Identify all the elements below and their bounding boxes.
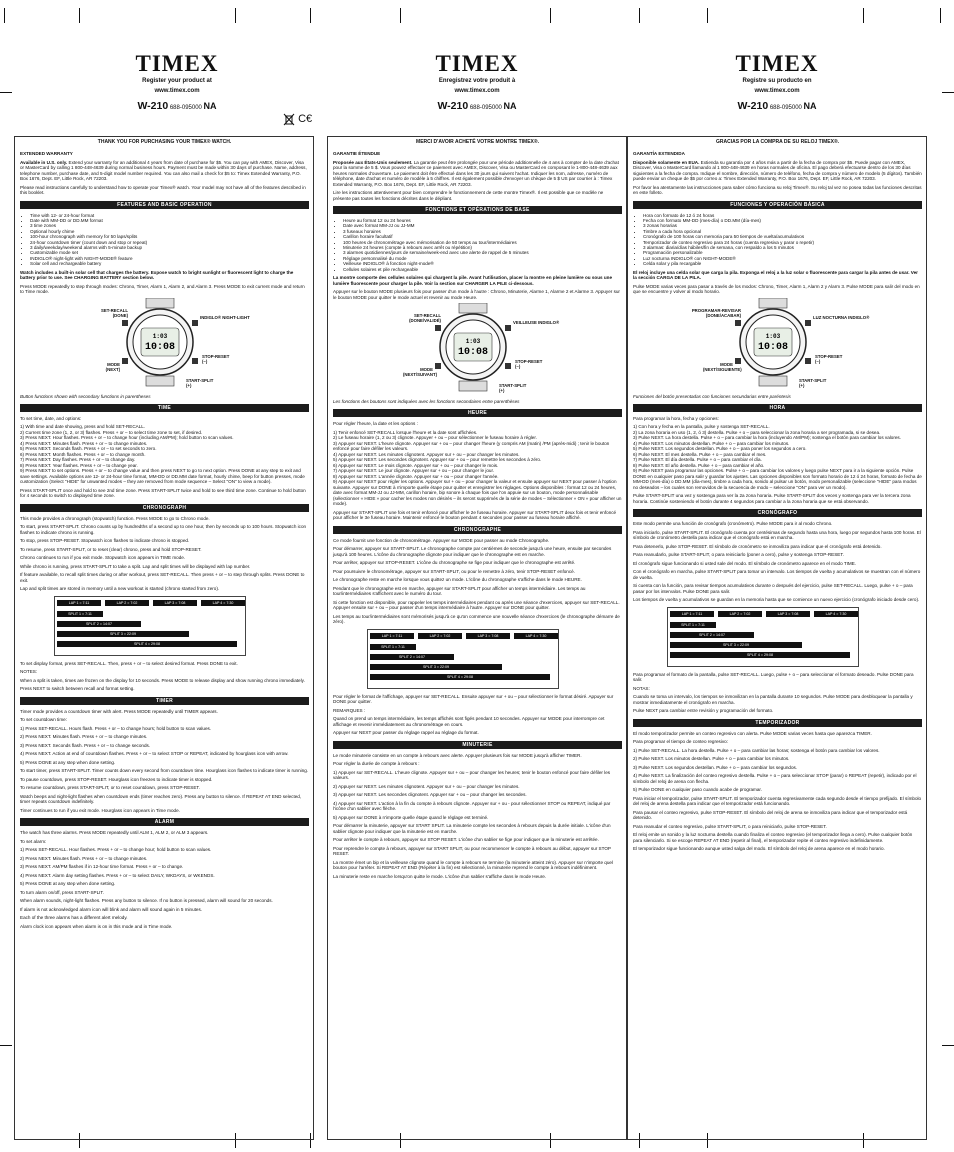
time-intro: To set time, date, and options: bbox=[20, 415, 82, 421]
timer-paragraph: El modo temporizador permite un conteo regresivo con alerta. Pulse MODE varias veces hasta que aparezca TIMER. bbox=[633, 730, 872, 736]
time-after: Press START-SPLIT once and hold to see 2nd time zone. Press START-SPLIT twice and hold to see third time zone. Continue to hold button for 4 seconds to switch to displayed time zone. bbox=[20, 487, 306, 499]
time-step: 2) Le fuseau horaire (1, 2 ou 3) clignote. Appuyer + ou – pour sélectionner le fuseau horaire à régler. bbox=[333, 435, 537, 441]
watch-label-set-recall: SET-RECALL (DONE) bbox=[101, 307, 128, 318]
watch-label-indiglo: LUZ NOCTURNA INDIGLO® bbox=[813, 314, 870, 320]
timer-paragraph: 2) Press NEXT. Minutes flash. Press + or – to change minutes. bbox=[20, 734, 148, 740]
split-cell: SPLIT 3 = 22:09 bbox=[370, 664, 502, 670]
timer-paragraph: 3) Press NEXT. Seconds flash. Press + or – to change seconds. bbox=[20, 742, 151, 748]
lap-cell: LAP 4 = 7:30 bbox=[814, 611, 858, 617]
feature-item: • 3 time zones bbox=[30, 223, 309, 228]
timer-paragraph: To pause countdown, press STOP-RESET. Hourglass icon freezes to indicate timer is stopped. bbox=[20, 776, 213, 782]
timer-paragraph: Para reanudar el conteo regresivo, pulse START-SPLIT, o para reiniciarlo, pulse STOP-RESET. bbox=[633, 823, 827, 829]
timer-paragraph: To start timer, press START-SPLIT. Timer counts down every second from countdown time. Hourglass icon flashes to indicate timer is running. bbox=[20, 768, 309, 774]
time-step: 3) Appuyer sur NEXT. L'heure clignote. Appuyer sur + ou – pour changer l'heure (y compris AM (matin) /PM (après-midi) ; tenir le bouton enfoncé pour faire défiler les valeurs. bbox=[333, 440, 610, 452]
feature-item: • Date with MM-DD or DD.MM format bbox=[30, 218, 309, 223]
warranty-body: La garantie peut être prolongée pour une période additionnelle de 4 ans à compter de la date d'achat pour la somme de 5 $. Vous pouvez effectuer ce paiement avec AMEX, Discover, Visa ou MasterCard en composant le 1-800-448-4639 aux heures normales d'ouverture. Le paiement doit être effectué dans les 30 jours qui suivent l'achat. Indiquer les nom, adresse, numéro de téléphone, date d'achat et numéro de modèle à 5 chiffres. Il est également possible d'envoyer un chèque de 5 $ US par courrier à : Timex Extended Warranty, P.O. Box 1676, Dept. EF, Little Rock, AR 72203. bbox=[333, 159, 619, 187]
alarm-paragraph: 1) Press SET-RECALL. Hour flashes. Press + or – to change hour; hold button to scan values. bbox=[20, 847, 212, 853]
timer-paragraph: 3) Appuyer sur NEXT. Les secondes clignotent. Appuyer sur + ou – pour changer les secondes. bbox=[333, 792, 527, 798]
timer-paragraph: Para iniciar el temporizador, pulse START-SPLIT. El temporizador cuenta regresivamente cada segundo desde el tiempo prefijado. El símbolo del reloj de arena destella para indicar que el temporizador está funcionando. bbox=[633, 795, 922, 807]
crop-mark bbox=[400, 8, 401, 23]
time-step: 6) Appuyer sur NEXT. Le mois clignote. Appuyer sur + ou – pour changer le mois. bbox=[333, 462, 499, 468]
watch-caption: Les fonctions des boutons sont indiquées avec les fonctions secondaires entre parenthèses bbox=[333, 399, 520, 405]
lap-cell: LAP 3 = 7:08 bbox=[153, 600, 197, 606]
time-step: 7) Appuyer sur NEXT. Le jour clignote. Appuyer sur + ou – pour changer le jour. bbox=[333, 468, 495, 474]
svg-text:10:08: 10:08 bbox=[457, 347, 489, 359]
time-step: 2) Current time zone (1, 2, or 3) flashes. Press + or – to select time zone to set, if desired. bbox=[20, 429, 203, 435]
svg-text:1:03: 1:03 bbox=[152, 332, 168, 340]
warranty-heading: EXTENDED WARRANTY bbox=[20, 151, 73, 156]
read-note: Lire les instructions attentivement pour bien comprendre le fonctionnement de cette montre Timex®. Il est possible que ce modèle ne présente pas toutes les fonctions décrites dans le dépliant. bbox=[333, 190, 604, 201]
chrono-paragraph: Pour arrêter, appuyer sur STOP-RESET. L'icône du chronographe se fige pour indiquer que le chronographe est arrêté. bbox=[333, 560, 576, 566]
feature-item: • Time with 12- or 24-hour format bbox=[30, 213, 309, 218]
time-step: 1) Con hora y fecha en la pantalla, pulse y sostenga SET-RECALL. bbox=[633, 424, 770, 430]
chrono-note: Pulse NEXT para cambiar entre revisión y programación del formato. bbox=[633, 708, 774, 714]
chrono-paragraph: El cronógrafo sigue funcionando si usted sale del modo. El símbolo de cronómetro aparece en el modo TIME. bbox=[633, 560, 857, 566]
lap-cell: LAP 2 = 7:02 bbox=[418, 633, 462, 639]
feature-item: • Date avec format MM-JJ ou JJ-MM bbox=[343, 223, 622, 228]
watch-diagram bbox=[20, 298, 309, 392]
feature-item: • Hora con formato de 12 ó 24 horas bbox=[643, 213, 922, 218]
read-note: Please read instructions carefully to understand how to operate your Timex® watch. Your model may not have all of the features described in this booklet. bbox=[20, 184, 306, 195]
feature-item: • Celda solar y pila recargable bbox=[643, 261, 922, 266]
timer-paragraph: 1) Press SET-RECALL. Hours flash. Press + or – to change hours; hold button to scan values. bbox=[20, 725, 212, 731]
split-cell: SPLIT 2 = 14:07 bbox=[370, 654, 454, 660]
crop-mark bbox=[4, 8, 5, 23]
register-line-1: Registre su producto en bbox=[742, 78, 812, 84]
time-step: 4) Press NEXT. Minutes flash. Press + or – to change minutes. bbox=[20, 440, 148, 446]
timer-paragraph: La montre émet un bip et la veilleuse clignote quand le compte à rebours se termine (la minuterie atteint zéro). Appuyer sur n'importe quel bouton pour l'arrêter. Si REPEAT AT END (Répéter à la fin) est sélectionné, la minuterie reprend le compte à rebours indéfiniment. bbox=[333, 859, 613, 871]
timer-paragraph: 1) Pulse SET-RECALL. La hora destella. Pulse + o – para cambiar las horas; sostenga el botón para cambiar los valores. bbox=[633, 747, 880, 753]
section-bar-chrono: CHRONOGRAPH bbox=[20, 504, 309, 512]
warranty-heading: GARANTIE ÉTENDUE bbox=[333, 151, 381, 156]
feature-item: • Heure au format 12 ou 24 heures bbox=[343, 218, 622, 223]
alarm-paragraph: To set alarm: bbox=[20, 838, 47, 844]
feature-item: • INDIGLO® night-light with NIGHT-MODE® feature bbox=[30, 256, 309, 261]
chrono-note: REMARQUES : bbox=[333, 707, 366, 713]
crop-mark bbox=[707, 8, 708, 23]
split-row bbox=[368, 674, 558, 680]
chrono-paragraph: Este modo permite una función de cronógrafo (cronómetro). Pulse MODE para ir al modo Chrono. bbox=[633, 521, 833, 527]
mode-text: Appuyer sur le bouton MODE plusieurs fois pour passer d'un mode à l'autre : Chrono, Minuterie, Alarme 1, Alarme 2 et Alarme 3. Appuyer sur le bouton MODE pour quitter le mode actuel et revenir au mode Heure. bbox=[333, 289, 620, 300]
watch-label-start-split: START-SPLIT (+) bbox=[499, 383, 527, 394]
chrono-paragraph: Le chronographe reste en marche lorsque vous quittez un mode. L'icône du chronographe s'affiche dans le mode HEURE. bbox=[333, 577, 582, 583]
watch-label-stop-reset: STOP-RESET (–) bbox=[815, 353, 843, 364]
section-bar-chrono: CRONÓGRAFO bbox=[633, 509, 922, 517]
lap-row bbox=[55, 600, 245, 606]
feature-item: • Programación personalizable bbox=[643, 250, 922, 255]
chrono-paragraph: Lap and split times are stored in memory until a new workout is started (chrono started from zero). bbox=[20, 586, 220, 592]
model-number: W-210 688-095000 NA bbox=[437, 100, 517, 112]
crop-mark bbox=[863, 8, 864, 23]
timer-paragraph: 2) Appuyer sur NEXT. Les minutes clignotent. Appuyer sur + ou – pour changer les minutes. bbox=[333, 783, 520, 789]
lap-cell: LAP 3 = 7:08 bbox=[466, 633, 510, 639]
alarm-paragraph: 3) Press NEXT. AM/PM flashes if in 12-hour time format. Press + or – to change. bbox=[20, 864, 184, 870]
chrono-paragraph: Para iniciarlo, pulse START-SPLIT. El cronógrafo cuenta por centésimas de segundo hasta una hora, luego por segundos hasta 100 horas. El símbolo de cronómetro destella para indicar que el cronógrafo está en marcha. bbox=[633, 529, 921, 541]
feature-item: • 3 alarmas: diaria/días hábiles/fin de semana, con respaldo a los 5 minutos bbox=[643, 245, 922, 250]
section-bar-time: HEURE bbox=[333, 409, 622, 417]
chrono-note: NOTAS: bbox=[633, 685, 650, 691]
chrono-paragraph: Si cette fonction est disponible, pour rappeler les temps intermédiaires pendant ou après une séance d'exercices, appuyer sur SET-RECALL. Appuyer ensuite sur + ou – pour passer d'un temps intermédiaire à l'autre. Appuyer sur DONE pour quitter. bbox=[333, 599, 620, 611]
chrono-paragraph: Pour poursuivre le chronométrage, appuyer sur START-SPLIT, ou pour le remettre à zéro, tenir STOP-RESET enfoncé. bbox=[333, 568, 575, 574]
warranty-body: Extend your warranty for an additional 4 years from date of purchase for $5. You can pay with AMEX, Discover, Visa or MasterCard by calling 1 800-448-4639 during normal business hours. Payment must be made within 30 days of purchase. Name, address, telephone number, purchase date, and 5-digit model number required. You can also mail a check for $5 to: Timex Extended Warranty, P.O. Box 1676, Dept. EF, Little Rock, AR 72203. bbox=[20, 159, 307, 181]
time-step: 4) Appuyer sur NEXT. Les minutes clignotent. Appuyer sur + ou – pour changer les minutes. bbox=[333, 451, 520, 457]
chrono-paragraph: Para reanudarlo, pulse START-SPLIT, o para reiniciarlo (poner a cero), pulse y sostenga STOP-RESET. bbox=[633, 552, 844, 558]
feature-item: • Luz nocturna INDIGLO® con NIGHT-MODE® bbox=[643, 256, 922, 261]
thank-you-title: MERCI D'AVOIR ACHETÉ VOTRE MONTRE TIMEX®. bbox=[416, 139, 539, 145]
chrono-paragraph: Pendant que le chronographe est en marche, appuyer sur START-SPLIT pour afficher un temps intermédiaire. Les temps au tour/intermédiaires s'affichent avec le numéro du tour. bbox=[333, 585, 586, 597]
time-step: 9) Press NEXT to set options. Press + or – to change value and then press NEXT to go to next option. Press DONE at any step to exit and save settings. Available options are 12- or 24-hour time format, MM-DD or DD.MM date format, hourly chime, beep for button presses, mode customization (Select "HIDE" for unwanted modes – they are removed from mode sequence – Select "ON" to view a mode). bbox=[20, 468, 305, 485]
feature-item: • Optional hourly chime bbox=[30, 229, 309, 234]
watch-illustration bbox=[333, 303, 627, 397]
svg-text:10:08: 10:08 bbox=[757, 341, 789, 353]
header-en bbox=[82, 52, 272, 112]
time-step: 8) Appuyer sur NEXT. L'année clignote. Appuyer sur + ou – pour changer l'année. bbox=[333, 473, 499, 479]
crop-mark bbox=[235, 8, 236, 23]
model-number: W-210 688-095000 NA bbox=[737, 100, 817, 112]
time-step: 6) Press NEXT. Month flashes. Press + or – to change month. bbox=[20, 451, 146, 457]
feature-item: • 3 fuseaux horaires bbox=[343, 229, 622, 234]
crop-mark bbox=[940, 8, 941, 23]
thank-you-title: THANK YOU FOR PURCHASING YOUR TIMEX® WATCH. bbox=[97, 139, 232, 145]
timer-paragraph: 1) Appuyer sur SET-RECALL. L'heure clignote. Appuyer sur + ou – pour changer les heures; tenir le bouton enfoncé pour faire défiler les valeurs. bbox=[333, 769, 611, 781]
register-line-2: www.timex.com bbox=[754, 87, 800, 94]
alarm-paragraph: The watch has three alarms. Press MODE repeatedly until ALM 1, ALM 2, or ALM 3 appears. bbox=[20, 830, 209, 836]
svg-text:1:03: 1:03 bbox=[465, 338, 481, 346]
crop-mark bbox=[0, 92, 12, 93]
feature-list bbox=[333, 218, 622, 272]
lap-cell: LAP 1 = 7:11 bbox=[670, 611, 714, 617]
timer-paragraph: Para pausar el conteo regresivo, pulse STOP-RESET. El símbolo del reloj de arena se inmoviliza para indicar que el temporizador está detenido. bbox=[633, 809, 908, 821]
timer-paragraph: To resume countdown, press START-SPLIT, or to reset countdown, press STOP-RESET. bbox=[20, 785, 200, 791]
watch-label-indiglo: INDIGLO® NIGHT-LIGHT bbox=[200, 314, 250, 320]
feature-item: • Timbre a cada hora opcional bbox=[643, 229, 922, 234]
timer-paragraph: 5) Pulse DONE en cualquier paso cuando acabe de programar. bbox=[633, 787, 762, 793]
crop-mark bbox=[310, 8, 311, 23]
split-row bbox=[55, 631, 245, 637]
chrono-paragraph: Ce mode fournit une fonction de chronométrage. Appuyer sur MODE pour passer au mode Chronographe. bbox=[333, 537, 550, 543]
warranty-text bbox=[333, 160, 622, 188]
chrono-note: When a split is taken, times are frozen on the display for 10 seconds. Press MODE to release display and show running chrono immediately. bbox=[20, 677, 305, 683]
chrono-paragraph: To start, press START-SPLIT. Chrono counts up by hundredths of a second up to one hour, then by seconds up to 100 hours. Stopwatch icon flashes to indicate chrono is running. bbox=[20, 524, 307, 535]
watch-label-mode: MODE (NEXT) bbox=[105, 361, 120, 372]
split-cell: SPLIT 4 = 29:08 bbox=[57, 641, 237, 647]
svg-text:1:03: 1:03 bbox=[765, 332, 781, 340]
timer-paragraph: Para programar el tiempo de conteo regresivo: bbox=[633, 739, 728, 745]
split-cell: SPLIT 3 = 22:09 bbox=[670, 642, 802, 648]
timer-paragraph: El reloj emite un sonido y la luz nocturna destella cuando finaliza el conteo regresivo (el temporizador llega a cero). Pulse cualquier botón para silenciarlo. Si se escoge REPEAT AT END (repetir al final), el temporizador repite el conteo regresivo indefinidamente. bbox=[633, 832, 913, 843]
header-fr bbox=[382, 52, 572, 112]
feature-item: • 3 alarmes quotidiennes/jours de semaine/week-end avec une alerte de rappel de 5 minutes bbox=[343, 250, 622, 255]
chrono-note: NOTES: bbox=[20, 669, 38, 675]
feature-item: • 100-hour chronograph with memory for 50 laps/splits bbox=[30, 234, 309, 239]
chrono-paragraph: Les temps au tour/intermédiaires sont mémorisés jusqu'à ce qu'on commence une nouvelle séance d'exercices (le chronographe démarre de zéro). bbox=[333, 613, 620, 625]
alarm-paragraph: When alarm sounds, night-light flashes. Press any button to silence. If no button is pressed, alarm will sound for 20 seconds. bbox=[20, 898, 273, 904]
crop-mark bbox=[0, 1045, 12, 1046]
lap-split-table bbox=[667, 607, 859, 667]
solar-note: La montre comporte des cellules solaires qui chargent la pile. Avant l'utilisation, placer la montre en pleine lumière ou sous une lumière fluorescente pour charger la pile. Voir la section sur CHARGER LA PILE ci-dessous. bbox=[333, 275, 613, 286]
feature-item: • Veilleuse INDIGLO® à fonction night-mode® bbox=[343, 261, 622, 266]
alarm-paragraph: 4) Press NEXT. Alarm day setting flashes. Press + or – to select DAILY, WKDAYS, or WKENDS. bbox=[20, 872, 215, 878]
split-cell: SPLIT 4 = 29:08 bbox=[670, 652, 850, 658]
read-note: Por favor lea atentamente las instrucciones para saber cómo funciona su reloj Timex®. Su reloj tal vez no posea todas las funciones descritas en este folleto. bbox=[633, 184, 922, 195]
mode-text: Pulse MODE varias veces para pasar a través de los modos: Chrono, Timer, Alarm 1, Alarm 2 y Alarm 3. Pulse MODE para salir del modo en que se encuentre y volver al modo horario. bbox=[633, 283, 920, 295]
feature-item: • Customizable mode set bbox=[30, 250, 309, 255]
feature-item: • 24-hour countdown timer (count down and stop or repeat) bbox=[30, 240, 309, 245]
timer-paragraph: 5) Press DONE at any step when done setting. bbox=[20, 759, 116, 765]
solar-note: Watch includes a built-in solar cell that charges the battery. Expose watch to bright sunlight or fluorescent light to charge the battery prior to use. See CHARGING BATTERY section below. bbox=[20, 269, 294, 281]
timer-paragraph: 2) Pulse NEXT. Los minutos destellan. Pulse + o – para cambiar los minutos. bbox=[633, 756, 790, 762]
watch-label-set-recall: SET-RECALL (DONE/VALIDÉ) bbox=[409, 313, 441, 324]
warranty-text bbox=[633, 160, 922, 182]
time-step: 3) Pulse NEXT. La hora destella. Pulse + o – para cambiar la hora (incluyendo AM/PM); sostenga el botón para cambiar los valores. bbox=[633, 435, 901, 441]
solar-note: El reloj incluye una celda solar que carga la pila. Exponga el reloj a la luz solar o fluorescente para cargar la pila antes de usar. Ver la sección CARGA DE LA PILA. bbox=[633, 269, 918, 281]
lap-cell: LAP 4 = 7:30 bbox=[514, 633, 558, 639]
lap-split-table bbox=[54, 596, 246, 656]
time-step: 2) La zona horaria en uso (1, 2, ó 3) destella. Pulse + o – para seleccionar la zona horaria a ser programada, si se desea. bbox=[633, 429, 881, 435]
section-bar-alarm: ALARM bbox=[20, 818, 309, 826]
warranty-lead: Available in U.S. only. bbox=[20, 159, 68, 165]
chrono-paragraph: Chrono continues to run if you exit mode. Stopwatch icon appears in TIME mode. bbox=[20, 555, 186, 561]
feature-item: • Fecha con formato MM-DD (mes-día) o DD.MM (día-mes) bbox=[643, 218, 922, 223]
time-step: 3) Press NEXT. Hour flashes. Press + or – to change hour (including AM/PM); hold button to scan values. bbox=[20, 435, 234, 441]
section-bar-timer: TIMER bbox=[20, 697, 309, 705]
warranty-text bbox=[20, 160, 309, 182]
mode-text: Press MODE repeatedly to step through modes: Chrono, Timer, Alarm 1, Alarm 2, and Alarm 3. Press MODE to exit current mode and return to Time mode. bbox=[20, 283, 305, 295]
register-line-2: www.timex.com bbox=[454, 87, 500, 94]
crop-mark bbox=[639, 8, 640, 23]
feature-item: • Minuterie 24 heures (compte à rebours avec arrêt ou répétition) bbox=[343, 245, 622, 250]
section-bar-timer: MINUTERIE bbox=[333, 741, 622, 749]
register-line-2: www.timex.com bbox=[154, 87, 200, 94]
crossed-out-bin-icon bbox=[283, 113, 295, 126]
split-row bbox=[668, 622, 858, 628]
watch-label-set-recall: PROGRAMAR-REVISAR (DONE/ACABAR) bbox=[691, 307, 741, 318]
lap-row bbox=[668, 611, 858, 617]
chrono-paragraph: While chrono is running, press START-SPLIT to take a split. Lap and split times will be displayed with lap number. bbox=[20, 563, 251, 569]
lap-cell: LAP 2 = 7:02 bbox=[718, 611, 762, 617]
time-steps bbox=[20, 424, 309, 485]
alarm-paragraph: If alarm is not acknowledged alarm icon will blink and alarm will sound again in 5 minutes. bbox=[20, 906, 203, 912]
chrono-note: Cuando se toma un intervalo, los tiempos se inmovilizan en la pantalla durante 10 segundos. Pulse MODE para desbloquear la pantalla y mostrar inmediatamente el cronógrafo en marcha. bbox=[633, 694, 913, 705]
split-cell: SPLIT 2 = 14:07 bbox=[57, 621, 141, 627]
lap-cell: LAP 1 = 7:11 bbox=[57, 600, 101, 606]
chrono-paragraph: This mode provides a chronograph (stopwatch) function. Press MODE to go to Chrono mode. bbox=[20, 515, 210, 521]
chrono-paragraph: Si cuenta con la función, para revisar tiempos acumulativos durante o después del ejercicio, pulse SET-RECALL. Luego, pulse + o – para pasar por los intervalos. Pulse DONE para salir. bbox=[633, 583, 913, 594]
watch-label-stop-reset: STOP-RESET (–) bbox=[202, 353, 230, 364]
timer-paragraph: 3) Pulse NEXT. Los segundos destellan. Pulse + o – para cambiar los segundos. bbox=[633, 764, 798, 770]
split-cell: SPLIT 2 = 14:07 bbox=[670, 632, 754, 638]
alarm-paragraph: Each of the three alarms has a different alert melody. bbox=[20, 915, 128, 921]
time-step: 4) Pulse NEXT. Los minutos destellan. Pulse + o – para cambiar los minutos. bbox=[633, 440, 790, 446]
warranty-body: Extienda su garantía por 4 años más a partir de la fecha de compra por $5. Puede pagar con AMEX, Discover, Visa o MasterCard llamando al 1 800-448-4639 en horas normales de oficina. El pago deberá efectuarse dentro de los 30 días siguientes a la fecha de compra. Indique el nombre, dirección, número de teléfono, fecha de compra y número de modelo (5 dígitos). También puede enviar un cheque de $5 por correo a: Timex Extended Warranty, P.O. Box 1676, Dept. EF, Little Rock, AR 72203. bbox=[633, 159, 922, 181]
split-row bbox=[668, 632, 858, 638]
split-row bbox=[368, 664, 558, 670]
feature-item: • Cronógrafo de 100 horas con memoria para 50 tiempos de vuelta/acumulativos bbox=[643, 234, 922, 239]
split-row bbox=[55, 611, 245, 617]
watch-diagram bbox=[633, 298, 922, 392]
timex-logo: TIMEX bbox=[435, 51, 519, 76]
chrono-paragraph: To stop, press STOP-RESET. Stopwatch icon flashes to indicate chrono is stopped. bbox=[20, 538, 190, 544]
time-step: 1) Tenir enfoncé SET-RECALL lorsque l'heure et la date sont affichées. bbox=[333, 429, 478, 435]
split-row bbox=[668, 642, 858, 648]
time-step: 7) Pulse NEXT. El día destella. Pulse + o – para cambiar el día. bbox=[633, 457, 762, 463]
chrono-paragraph: Con el cronógrafo en marcha, pulse START-SPLIT para tomar un intervalo. Los tiempos de vuelta y acumulativos se muestran con el número de vuelta. bbox=[633, 569, 921, 580]
timer-paragraph: Timer mode provides a countdown timer with alert. Press MODE repeatedly until TIMER appears. bbox=[20, 708, 218, 714]
feature-item: • Carillon horaire facultatif bbox=[343, 234, 622, 239]
section-bar-features: FEATURES AND BASIC OPERATION bbox=[20, 201, 309, 209]
watch-caption: Funciones del botón presentadas con funciones secundarias entre paréntesis bbox=[633, 393, 791, 399]
time-steps bbox=[333, 430, 622, 507]
watch-illustration bbox=[20, 298, 314, 392]
timer-paragraph: Pour démarrer la minuterie, appuyer sur START SPLIT. La minuterie compte les secondes à rebours depuis la durée initiale. L'icône d'un sablier clignote pour indiquer que la minuterie est en marche. bbox=[333, 823, 611, 834]
timer-paragraph: 4) Press NEXT. Action at end of countdown flashes. Press + or – to select STOP or REPEAT, indicated by hourglass icon with arrow. bbox=[20, 751, 289, 757]
watch-label-start-split: START-SPLIT (+) bbox=[186, 377, 214, 388]
register-line-1: Register your product at bbox=[142, 78, 212, 84]
timer-paragraph: Pour régler la durée de compte à rebours : bbox=[333, 761, 420, 767]
timer-paragraph: El temporizador sigue funcionando aunque usted salga del modo. El símbolo del reloj de arena aparece en el modo horario. bbox=[633, 846, 885, 852]
chrono-note: Press NEXT to switch between recall and format setting. bbox=[20, 686, 135, 692]
chrono-note: Pour régler le format de l'affichage, appuyer sur SET-RECALL. Ensuite appuyer sur + ou – pour sélectionner le format désiré. Appuyer sur DONE pour quitter. bbox=[333, 693, 614, 705]
split-cell: SPLIT 1 = 7:11 bbox=[370, 644, 416, 650]
timer-paragraph: 4) Appuyer sur NEXT. L'action à la fin du compte à rebours clignote. Appuyer sur + ou - pour sélectionner STOP ou REPEAT, indiqué par l'icône d'un sablier avec flèche. bbox=[333, 800, 611, 812]
lap-cell: LAP 4 = 7:30 bbox=[201, 600, 245, 606]
timer-paragraph: Pour arrêter le compte à rebours, appuyer sur STOP RESET. L'icône d'un sablier se fige pour indiquer que la minuterie est arrêtée. bbox=[333, 837, 599, 843]
crop-mark bbox=[550, 8, 551, 23]
register-line-1: Enregistrez votre produit à bbox=[438, 78, 516, 84]
feature-item: • 100 heures de chronométrage avec mémorisation de 50 temps au tour/intermédiaires bbox=[343, 240, 622, 245]
lap-cell: LAP 3 = 7:08 bbox=[766, 611, 810, 617]
lap-cell: LAP 1 = 7:11 bbox=[370, 633, 414, 639]
timer-paragraph: Watch beeps and night-light flashes when countdown ends (timer reaches zero). Press any button to silence. If REPEAT AT END selected, timer repeats countdown indefinitely. bbox=[20, 793, 302, 805]
timer-paragraph: Le mode minuterie consiste en un compte à rebours avec alerte. Appuyer plusieurs fois sur MODE jusqu'à afficher TIMER. bbox=[333, 752, 582, 758]
lap-row bbox=[368, 633, 558, 639]
crop-mark bbox=[79, 8, 80, 23]
section-bar-time: HORA bbox=[633, 404, 922, 412]
alarm-paragraph: 5) Press DONE at any step when done setting. bbox=[20, 881, 116, 887]
warranty-heading: GARANTÍA EXTENDIDA bbox=[633, 151, 685, 156]
lap-split-table bbox=[367, 629, 559, 689]
section-bar-time: TIME bbox=[20, 404, 309, 412]
feature-item: • 3 zonas horarias bbox=[643, 223, 922, 228]
split-cell: SPLIT 4 = 29:08 bbox=[370, 674, 550, 680]
warranty-lead: Proposée aux États-Unis seulement. bbox=[333, 159, 413, 165]
split-cell: SPLIT 1 = 7:11 bbox=[57, 611, 103, 617]
feature-item: • 3 daily/weekday/weekend alarms with 5-minute backup bbox=[30, 245, 309, 250]
lap-cell: LAP 2 = 7:02 bbox=[105, 600, 149, 606]
split-cell: SPLIT 3 = 22:09 bbox=[57, 631, 189, 637]
panel-french bbox=[327, 136, 627, 1140]
watch-label-stop-reset: STOP-RESET (–) bbox=[515, 359, 543, 370]
time-step: 1) With time and date showing, press and hold SET-RECALL. bbox=[20, 424, 146, 430]
header-es bbox=[682, 52, 872, 112]
split-row bbox=[368, 644, 558, 650]
section-bar-chrono: CHRONOGRAPHE bbox=[333, 526, 622, 534]
section-bar-features: FUNCIONES Y OPERACIÓN BÁSICA bbox=[633, 201, 922, 209]
alarm-paragraph: Alarm clock icon appears when alarm is on in this mode and in Time mode. bbox=[20, 923, 173, 929]
time-step: 5) Appuyer sur NEXT. Les secondes clignotent. Appuyer sur + ou – pour remettre les secondes à zéro. bbox=[333, 457, 542, 463]
panel-english bbox=[14, 136, 314, 1140]
thank-you-title: GRACIAS POR LA COMPRA DE SU RELOJ TIMEX®. bbox=[715, 139, 840, 145]
watch-caption: Button functions shown with secondary functions in parentheses bbox=[20, 393, 151, 399]
panel-spanish bbox=[627, 136, 927, 1140]
timex-logo: TIMEX bbox=[735, 51, 819, 76]
watch-diagram bbox=[333, 303, 622, 397]
timer-paragraph: 5) Appuyer sur DONE à n'importe quelle étape quand le réglage est terminé. bbox=[333, 814, 489, 820]
timer-paragraph: To set countdown time: bbox=[20, 717, 67, 723]
alarm-paragraph: 2) Press NEXT. Minutes flash. Press + or – to change minutes. bbox=[20, 855, 148, 861]
feature-item: • Temporizador de conteo regresivo para 24 horas (cuenta regresiva y parar o repetir) bbox=[643, 240, 922, 245]
split-cell: SPLIT 1 = 7:11 bbox=[670, 622, 716, 628]
chrono-paragraph: If feature available, to recall split times during or after workout, press SET-RECALL. Then press + or – to step through splits. Press DONE to exit. bbox=[20, 572, 305, 583]
split-row bbox=[55, 641, 245, 647]
time-step: 8) Press NEXT. Year flashes. Press + or – to change year. bbox=[20, 462, 138, 468]
model-number: W-210 688-095000 NA bbox=[137, 100, 217, 112]
timer-paragraph: 4) Pulse NEXT. La finalización del conteo regresivo destella. Pulse + o – para seleccionar STOP (parar) o REPEAT (repetir), indicado por el símbolo del reloj de arena con flecha. bbox=[633, 773, 917, 784]
time-intro: Para programar la hora, fecha y opciones: bbox=[633, 415, 719, 421]
feature-list bbox=[633, 213, 922, 267]
timex-logo: TIMEX bbox=[135, 51, 219, 76]
chrono-note: Appuyer sur NEXT pour passer du réglage rappel au réglage du format. bbox=[333, 730, 479, 736]
chrono-paragraph: Pour démarrer, appuyer sur START-SPLIT. Le chronographe compte par centièmes de seconde jusqu'à une heure, ensuite par secondes jusqu'à 100 heures. L'icône du chronographe clignote pour indiquer que le chronographe est en marche. bbox=[333, 546, 612, 557]
watch-label-start-split: START-SPLIT (+) bbox=[799, 377, 827, 388]
feature-list bbox=[20, 213, 309, 267]
time-step: 9) Pulse NEXT para programar las opciones. Pulse + o – para cambiar los valores y luego pulse NEXT para ir a la siguiente opción. Pulse DONE en cualquier paso para salir y guardar los ajustes. Las opciones disponibles son formato horario de 12 ó 24 horas, formato de fecha de MM-DD (mes-día) o DD.MM (día-mes), timbre a cada hora, sonido al pulsar un botón, modo personalizable (seleccione "HIDE" para modos no deseados – los cuales son removidos de la secuencia de modo – seleccione "ON" para ver un modo). bbox=[633, 468, 922, 490]
time-step: 7) Press NEXT. Day flashes. Press + or – to change day. bbox=[20, 457, 136, 463]
split-row bbox=[368, 654, 558, 660]
time-after: Appuyer sur START-SPLIT une fois et tenir enfoncé pour afficher le 2e fuseau horaire. Appuyer sur START-SPLIT deux fois et tenir enfoncé pour afficher le 3e fuseau horaire. Maintenir enfoncé le bouton pendant 4 secondes pour passer au fuseau horaire affiché. bbox=[333, 509, 617, 521]
watch-label-mode: MODE (NEXT/SIGUIENTE) bbox=[703, 361, 742, 372]
time-intro: Pour régler l'heure, la date et les options : bbox=[333, 421, 418, 427]
compliance-marks bbox=[283, 113, 312, 129]
crop-mark bbox=[942, 92, 954, 93]
timer-paragraph: La minuterie reste en marche lorsqu'on quitte le mode. L'icône d'un sablier s'affiche dans le mode Heure. bbox=[333, 873, 547, 879]
feature-item: • Réglage personnalisé du mode bbox=[343, 256, 622, 261]
ce-mark: C€ bbox=[298, 113, 313, 125]
split-row bbox=[668, 652, 858, 658]
timer-paragraph: Timer continues to run if you exit mode. Hourglass icon appears in Time mode. bbox=[20, 807, 180, 813]
chrono-note: To set display format, press SET-RECALL. Then, press + or – to select desired format. Press DONE to exit. bbox=[20, 660, 238, 666]
timer-paragraph: Pour reprendre le compte à rebours, appuyer sur START SPLIT, ou pour recommencer le compte à rebours au début, appuyer sur STOP RESET. bbox=[333, 845, 611, 857]
watch-label-indiglo: VEILLEUSE INDIGLO® bbox=[513, 320, 560, 326]
split-row bbox=[55, 621, 245, 627]
time-step: 8) Pulse NEXT. El año destella. Pulse + o – para cambiar el año. bbox=[633, 462, 765, 468]
time-step: 5) Pulse NEXT. Los segundos destellan. Pulse + o – para poner los segundos a cero. bbox=[633, 446, 807, 452]
svg-text:10:08: 10:08 bbox=[144, 341, 176, 353]
chrono-note: Quand on prend un temps intermédiaire, les temps affichés sont figés pendant 10 secondes. Appuyer sur MODE pour interrompre cet affichage et revenir immédiatement au chronométrage en cours. bbox=[333, 716, 605, 727]
time-step: 6) Pulse NEXT. El mes destella. Pulse + o – para cambiar el mes. bbox=[633, 451, 767, 457]
chrono-paragraph: Para detenerlo, pulse STOP-RESET. El símbolo de cronómetro se inmoviliza para indicar que el cronógrafo está detenido. bbox=[633, 543, 882, 549]
warranty-lead: Disponible solamente en EUA. bbox=[633, 159, 700, 165]
watch-label-mode: MODE (NEXT/SUIVANT) bbox=[403, 367, 438, 378]
chrono-paragraph: Los tiempos de vuelta y acumulativos se guardan en la memoria hasta que se comience un nuevo ejercicio (cronógrafo iniciado desde cero). bbox=[633, 597, 920, 603]
section-bar-features: FONCTIONS ET OPÉRATIONS DE BASE bbox=[333, 206, 622, 214]
section-bar-timer: TEMPORIZADOR bbox=[633, 719, 922, 727]
crop-mark bbox=[942, 1045, 954, 1046]
feature-item: • Solar cell and rechargeable battery bbox=[30, 261, 309, 266]
feature-item: • Cellules solaires et pile rechargeable bbox=[343, 267, 622, 272]
watch-illustration bbox=[633, 298, 927, 392]
time-step: 9) Appuyer sur NEXT pour régler les options. Appuyer sur + ou – pour changer la valeur et ensuite appuyer sur NEXT pour passer à l'option suivante. Appuyer sur DONE à n'importe quelle étape pour quitter et enregistrer les réglages. Options disponibles : format 12 ou 24 heures, date avec format MM-JJ ou JJ-MM, carillon horaire, bip sonore à chaque fois que l'on appuie sur un bouton, mode personnalisable (sélectionner « HIDE » pour cacher les modes non désirés – ils seront supprimés de la série de modes – Sélectionner « ON » pour afficher un mode). bbox=[333, 479, 622, 507]
alarm-paragraph: To turn alarm on/off, press START-SPLIT. bbox=[20, 889, 104, 895]
chrono-paragraph: To resume, press START-SPLIT, or to reset (clear) chrono, press and hold STOP-RESET. bbox=[20, 546, 202, 552]
chrono-note: Para programar el formato de la pantalla, pulse SET-RECALL. Luego, pulse + o – para seleccionar el formato deseado. Pulse DONE para salir. bbox=[633, 671, 914, 683]
time-step: 5) Press NEXT. Seconds flash. Press + or – to set seconds to zero. bbox=[20, 446, 157, 452]
time-after: Pulse START-SPLIT una vez y sostenga para ver la 2a zona horaria. Pulse START-SPLIT dos veces y sostenga para ver la tercera zona horaria. Continúe sosteniendo el botón durante 4 segundos para cambiar a la zona horaria que se está observando. bbox=[633, 493, 911, 504]
time-steps bbox=[633, 424, 922, 490]
